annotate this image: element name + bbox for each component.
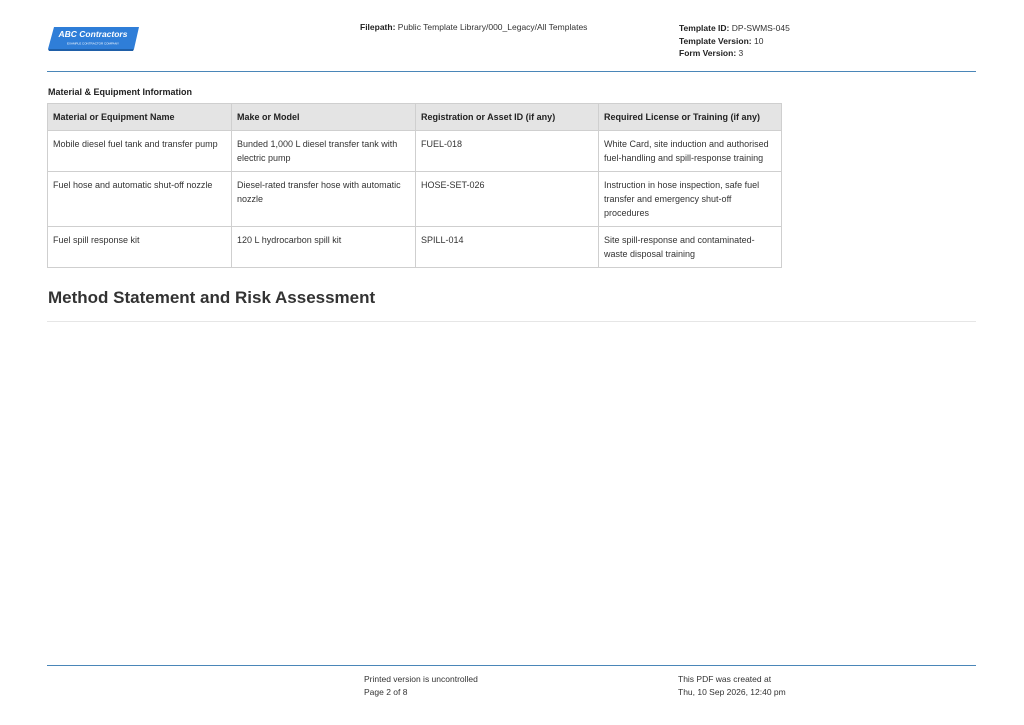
template-id-value: DP-SWMS-045 [731,23,790,33]
table-cell: Fuel hose and automatic shut-off nozzle [48,172,232,227]
heading-divider [47,321,976,322]
form-version-value: 3 [738,48,744,58]
column-header: Required License or Training (if any) [599,104,782,131]
table-cell: White Card, site induction and authorised fuel-handling and spill-response training [599,131,782,172]
template-id-label: Template ID: [679,23,730,33]
form-version [679,47,790,60]
form-version-label: Form Version: [679,48,737,58]
template-meta [679,22,790,60]
table-row [48,227,782,268]
table-row [48,131,782,172]
footer-center [364,673,478,698]
table-header-row [48,104,782,131]
footer-divider [47,665,976,666]
table-cell: Fuel spill response kit [48,227,232,268]
filepath [360,22,587,32]
table-cell: HOSE-SET-026 [416,172,599,227]
filepath-value: Public Template Library/000_Legacy/All Templates [397,22,588,32]
table-cell: Site spill-response and contaminated-waste disposal training [599,227,782,268]
header-divider [47,71,976,72]
column-header: Make or Model [232,104,416,131]
template-version [679,35,790,48]
column-header: Registration or Asset ID (if any) [416,104,599,131]
table-cell: Diesel-rated transfer hose with automatic nozzle [232,172,416,227]
table-cell: SPILL-014 [416,227,599,268]
logo-subtext: EXAMPLE CONTRACTOR COMPANY [67,41,119,46]
template-version-value: 10 [753,35,764,46]
company-logo [48,26,140,52]
logo-text: ABC Contractors [58,29,128,39]
template-id [679,22,790,35]
table-cell: Instruction in hose inspection, safe fuel transfer and emergency shut-off procedures [599,172,782,227]
equipment-table [47,103,782,268]
footer-right [678,673,786,698]
table-cell: 120 L hydrocarbon spill kit [232,227,416,268]
table-cell: Mobile diesel fuel tank and transfer pump [48,131,232,172]
table-cell: Bunded 1,000 L diesel transfer tank with electric pump [232,131,416,172]
created-timestamp: Thu, 10 Sep 2026, 12:40 pm [678,686,786,697]
table-cell: FUEL-018 [416,131,599,172]
column-header: Material or Equipment Name [48,104,232,131]
uncontrolled-notice: Printed version is uncontrolled [364,674,478,684]
section-label: Material & Equipment Information [48,87,193,97]
section-heading: Method Statement and Risk Assessment [48,288,376,307]
created-label: This PDF was created at [678,674,772,684]
table-row [48,172,782,227]
template-version-label: Template Version: [679,35,752,46]
filepath-label: Filepath: [360,22,396,32]
page-number: Page 2 of 8 [364,686,408,697]
